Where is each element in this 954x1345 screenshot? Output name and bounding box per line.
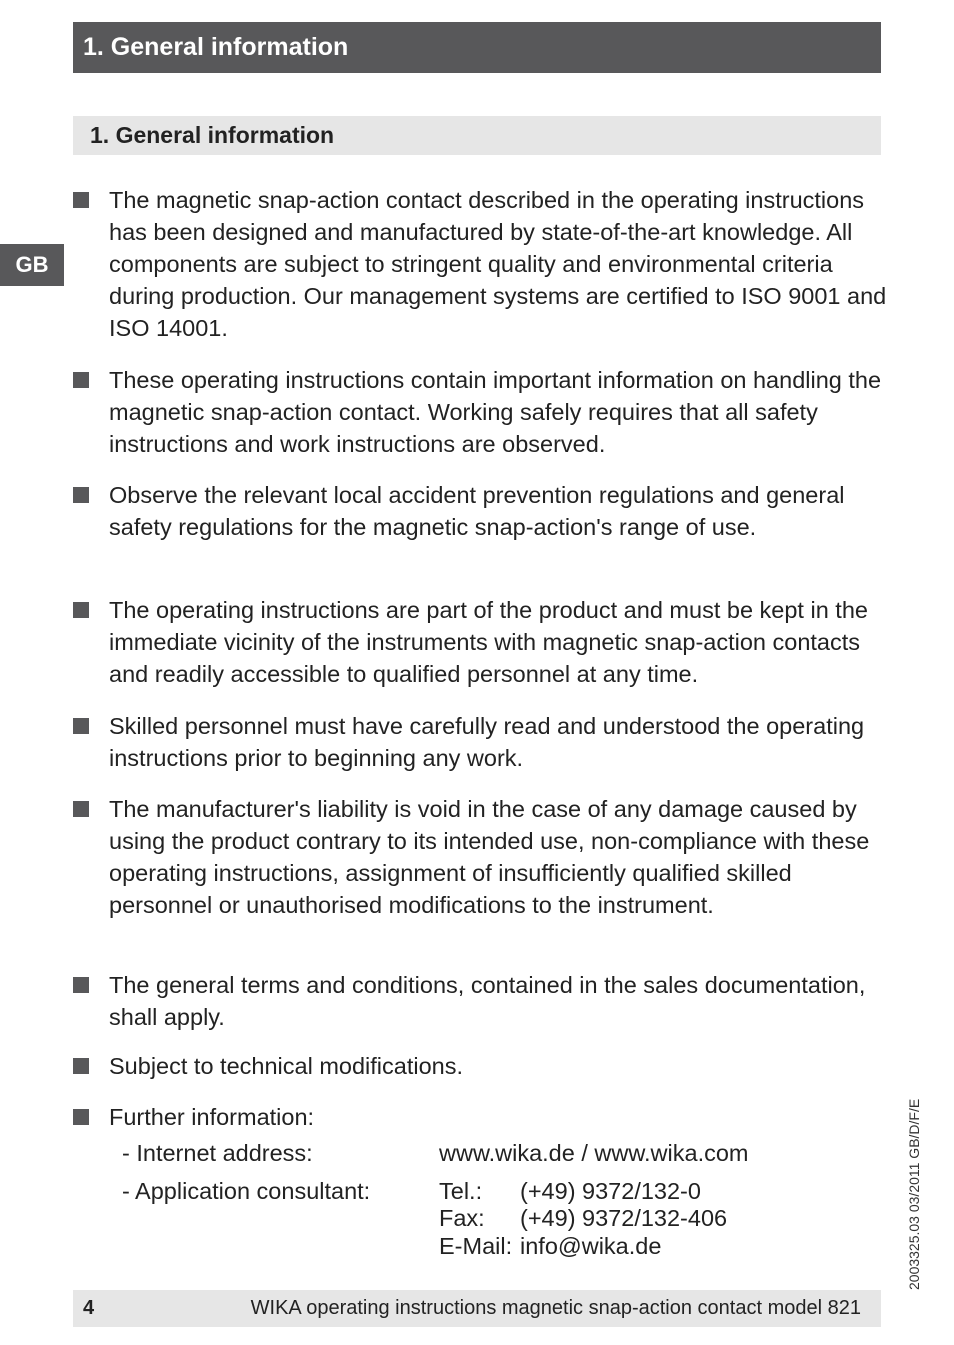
language-tab: GB — [0, 244, 64, 286]
bullet-text: Observe the relevant local accident prevention regulations and general safety regulations for the magnetic snap-action's range of use. — [109, 482, 845, 540]
bullet-text: The manufacturer's liability is void in the case of any damage caused by using the product contrary to its intended use, non-compliance with these operating instructions, assignment of insufficiently qualified skilled personnel or unauthorised modifications to the instrument. — [109, 796, 870, 918]
section-heading: 1. General information — [73, 116, 881, 155]
bullet-square-icon — [73, 372, 89, 388]
bullet-text: Skilled personnel must have carefully read and understood the operating instructions prior to beginning any work. — [109, 713, 865, 771]
bullet-text: Further information: — [109, 1104, 315, 1130]
bullet-square-icon — [73, 1058, 89, 1074]
bullet-text: The general terms and conditions, contained in the sales documentation, shall apply. — [109, 972, 866, 1030]
fax-value: (+49) 9372/132-406 — [520, 1205, 728, 1231]
bullet-text: The magnetic snap-action contact described in the operating instructions has been designed and manufactured by state-of-the-art knowledge. All components are subject to stringent quality and environmental criteria during production. Our management systems are certified to ISO 9001 and ISO 14001. — [109, 187, 887, 341]
bullet-text: The operating instructions are part of the product and must be kept in the immediate vicinity of the instruments with magnetic snap-action contacts and readily accessible to qualified personnel at any time. — [109, 597, 868, 687]
internet-address-value[interactable]: www.wika.de / www.wika.com — [439, 1140, 749, 1166]
internet-address-label: - Internet address: — [122, 1140, 313, 1166]
page-footer — [73, 1290, 881, 1327]
bullet-square-icon — [73, 977, 89, 993]
page-header-title: 1. General information — [73, 22, 881, 73]
bullet-square-icon — [73, 487, 89, 503]
email-value[interactable]: info@wika.de — [520, 1233, 662, 1259]
bullet-square-icon — [73, 192, 89, 208]
bullet-square-icon — [73, 602, 89, 618]
tel-label: Tel.: — [439, 1178, 483, 1204]
page-number: 4 — [83, 1297, 95, 1319]
bullet-square-icon — [73, 1109, 89, 1125]
footer-title: WIKA operating instructions magnetic snap-action contact model 821 — [250, 1297, 861, 1319]
bullet-square-icon — [73, 718, 89, 734]
application-consultant-label: - Application consultant: — [122, 1178, 371, 1204]
bullet-text: These operating instructions contain important information on handling the magnetic snap-action contact. Working safely requires that all safety instructions and work instructions are observed. — [109, 367, 882, 457]
bullet-text: Subject to technical modifications. — [109, 1053, 463, 1079]
tel-value: (+49) 9372/132-0 — [520, 1178, 701, 1204]
fax-label: Fax: — [439, 1205, 485, 1231]
document-code: 2003325.03 03/2011 GB/D/F/E — [906, 1098, 922, 1290]
bullet-square-icon — [73, 801, 89, 817]
email-label: E-Mail: — [439, 1233, 513, 1259]
